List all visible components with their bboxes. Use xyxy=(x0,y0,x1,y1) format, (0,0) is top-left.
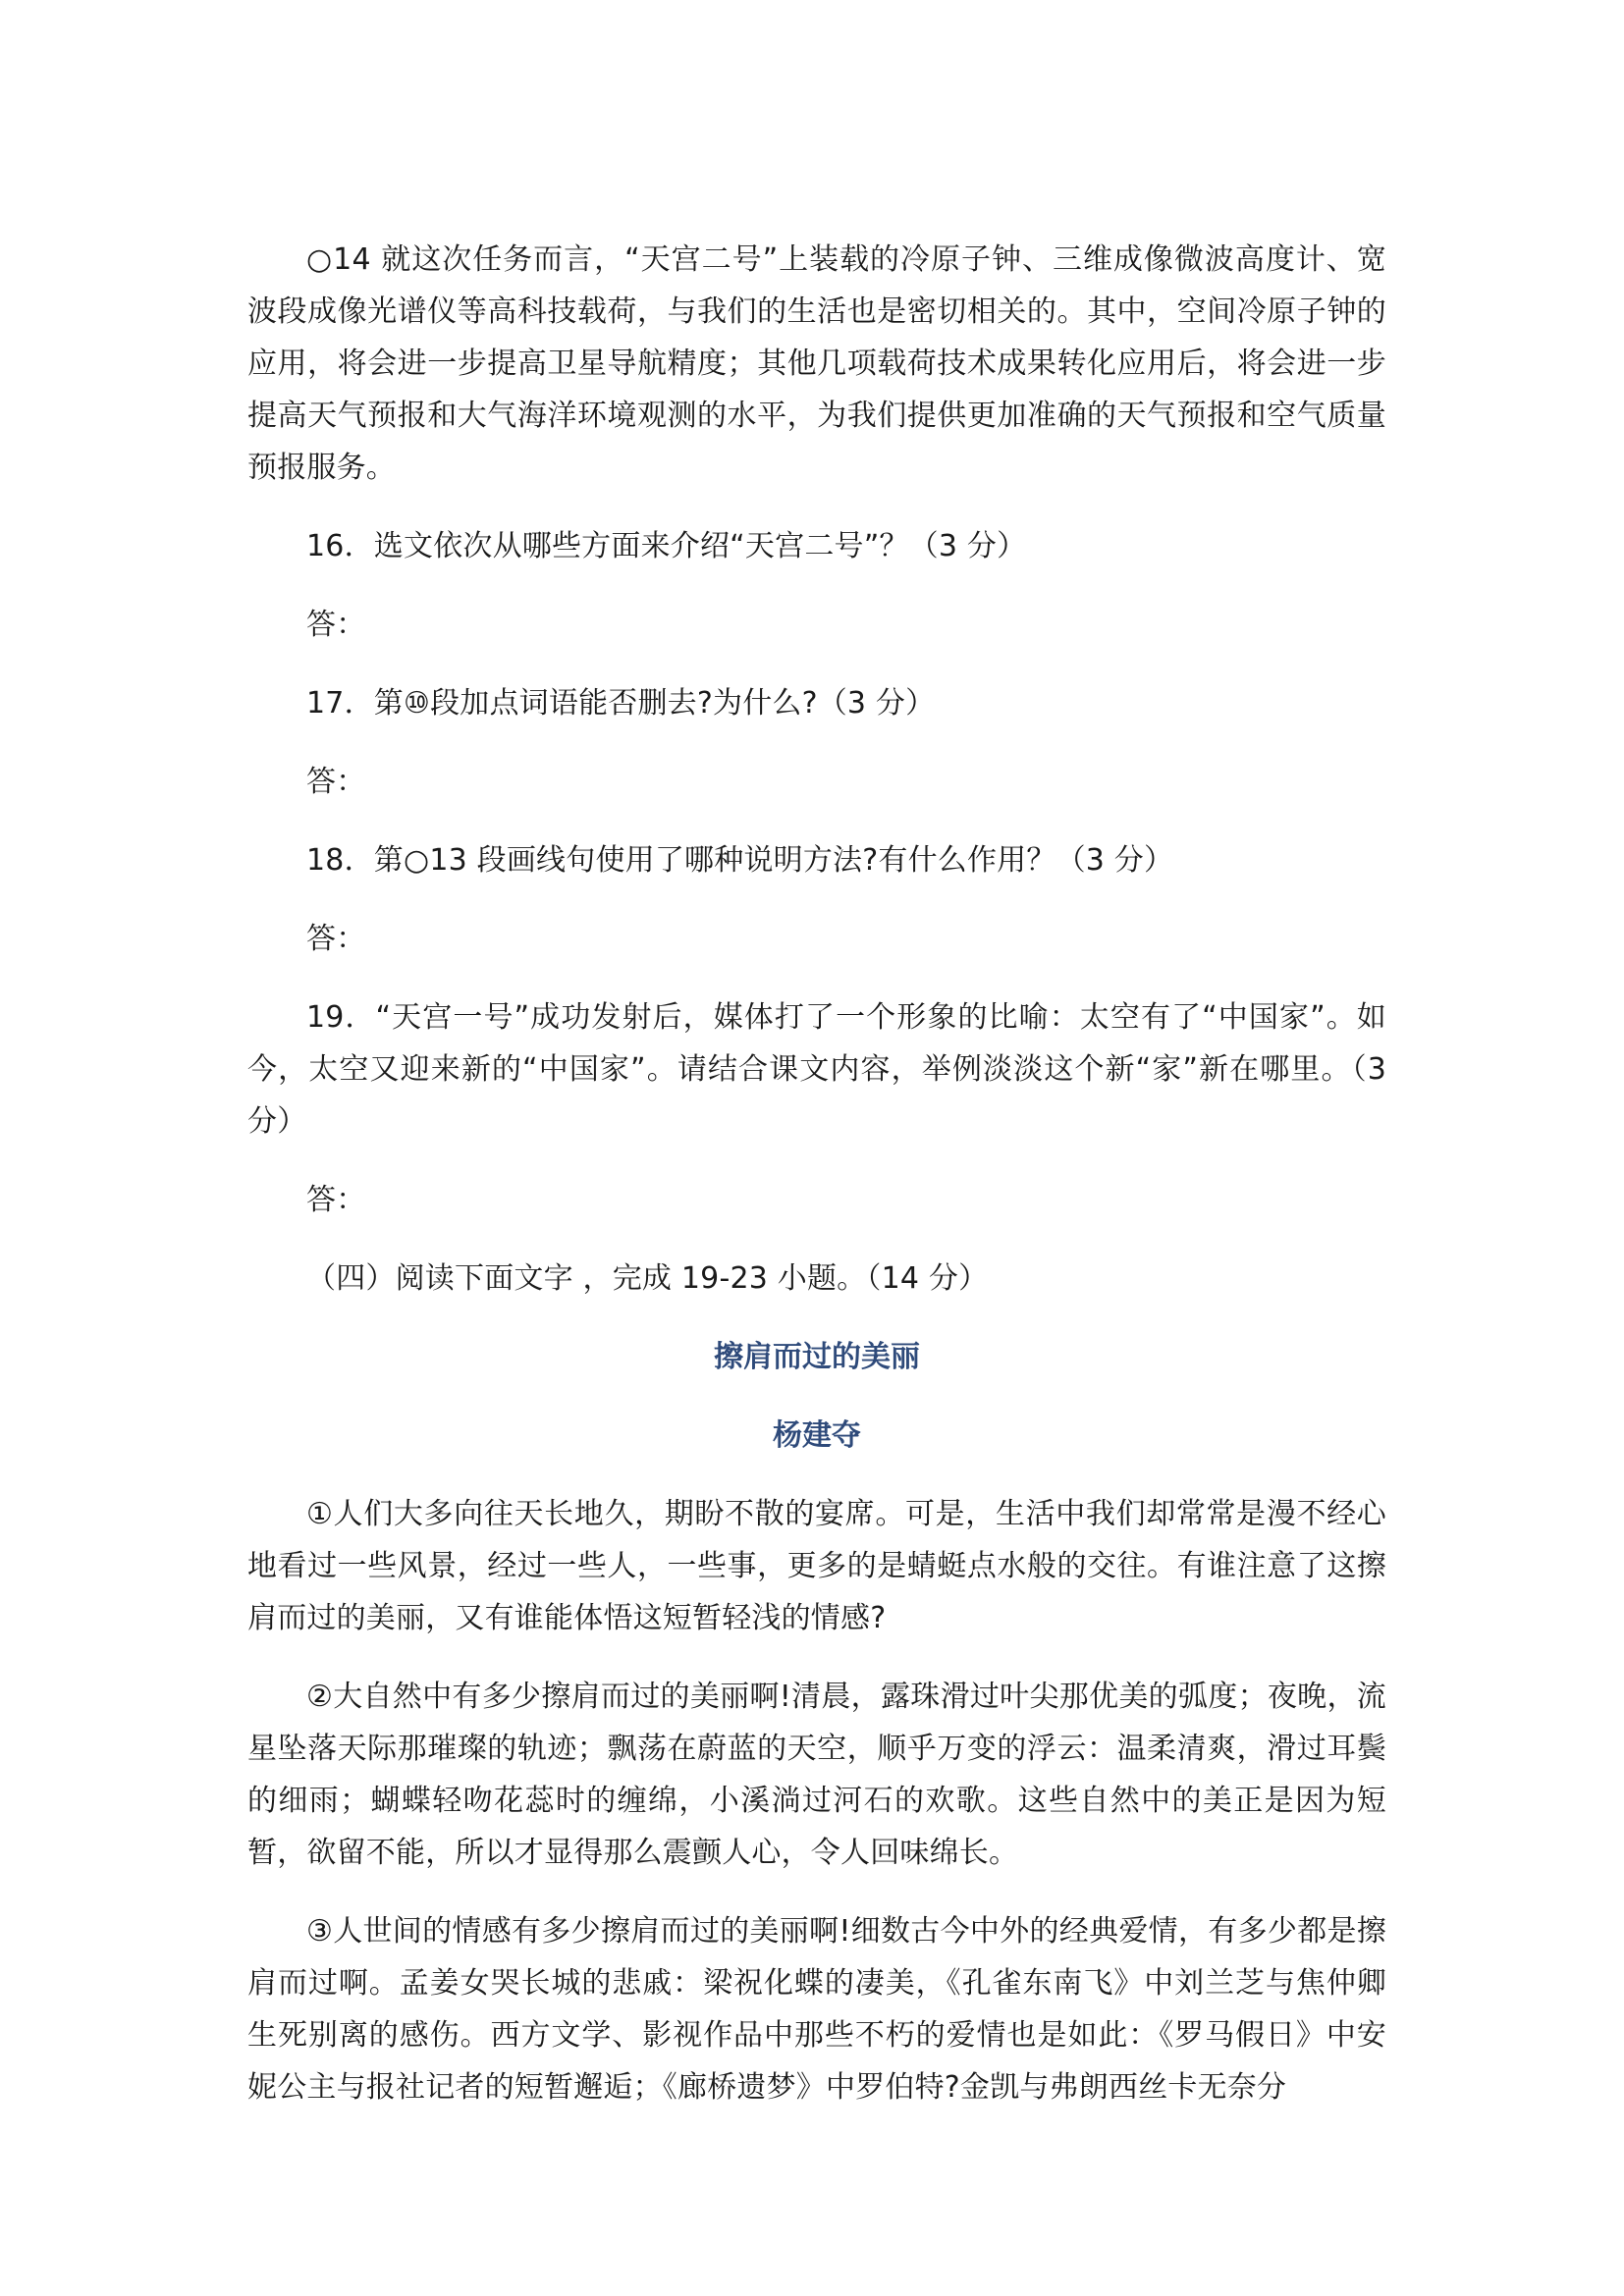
question-18: 18．第○13 段画线句使用了哪种说明方法?有什么作用？（3 分） xyxy=(306,843,1174,878)
article-paragraph-3: ③人世间的情感有多少擦肩而过的美丽啊!细数古今中外的经典爱情，有多少都是擦肩而过啊。孟姜女哭长城的悲戚：梁祝化蝶的凄美，《孔雀东南飞》中刘兰芝与焦仲卿生死别离的感伤。西方文学、影视作品中那些不朽的爱情也是如此：《罗马假日》中安妮公主与报社记者的短暂邂逅；《廊桥遗梦》中罗伯特?金凯与弗朗西丝卡无奈分 xyxy=(247,1914,1386,2105)
article-paragraph-2: ②大自然中有多少擦肩而过的美丽啊!清晨，露珠滑过叶尖那优美的弧度；夜晚，流星坠落天际那璀璨的轨迹；飘荡在蔚蓝的天空，顺乎万变的浮云：温柔清爽，滑过耳鬓的细雨；蝴蝶轻吻花蕊时的缠绵，小溪淌过河石的欢歌。这些自然中的美正是因为短暂，欲留不能，所以才显得那么震颤人心，令人回味绵长。 xyxy=(247,1680,1386,1870)
section-four-instruction: （四）阅读下面文字 ，完成 19-23 小题。（14 分） xyxy=(306,1261,989,1296)
paragraph-14: ○14 就这次任务而言，“天宫二号”上装载的冷原子钟、三维成像微波高度计、宽波段成像光谱仪等高科技载荷，与我们的生活也是密切相关的。其中，空间冷原子钟的应用，将会进一步提高卫星导航精度；其他几项载荷技术成果转化应用后，将会进一步提高天气预报和大气海洋环境观测的水平，为我们提供更加准确的天气预报和空气质量预报服务。 xyxy=(247,242,1386,485)
question-19: 19．“天宫一号”成功发射后，媒体打了一个形象的比喻：太空有了“中国家”。如今，太空又迎来新的“中国家”。请结合课文内容，举例淡淡这个新“家”新在哪里。（3 分） xyxy=(247,1000,1386,1139)
document-page xyxy=(247,234,1386,2140)
answer-17: 答： xyxy=(306,765,366,799)
answer-16: 答： xyxy=(306,608,366,642)
answer-18: 答： xyxy=(306,922,366,956)
question-17: 17．第⑩段加点词语能否删去?为什么?（3 分） xyxy=(306,686,936,721)
article-title: 擦肩而过的美丽 xyxy=(714,1340,920,1374)
article-paragraph-1: ①人们大多向往天长地久，期盼不散的宴席。可是，生活中我们却常常是漫不经心地看过一些风景，经过一些人，一些事，更多的是蜻蜓点水般的交往。有谁注意了这擦肩而过的美丽，又有谁能体悟这短暂轻浅的情感? xyxy=(247,1497,1386,1635)
article-author: 杨建夺 xyxy=(773,1418,861,1453)
answer-19: 答： xyxy=(306,1183,366,1217)
question-16: 16．选文依次从哪些方面来介绍“天宫二号”？（3 分） xyxy=(306,529,1027,563)
